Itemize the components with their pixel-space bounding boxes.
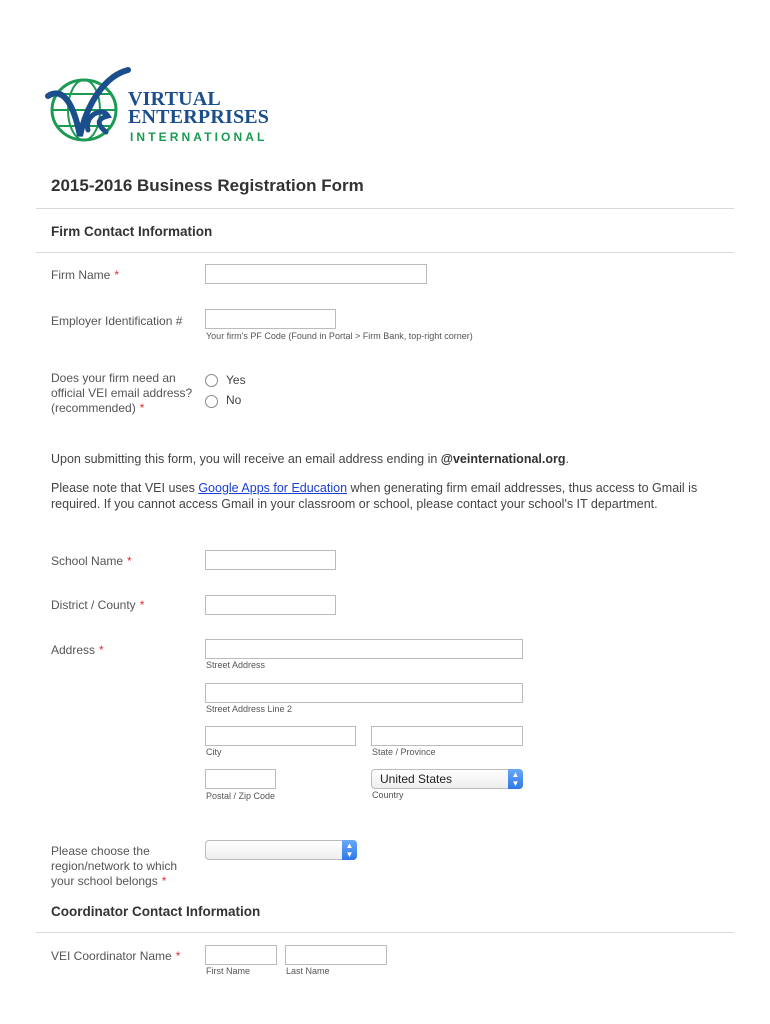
logo-line-virtual: VIRTUAL — [128, 88, 221, 110]
district-label — [51, 598, 144, 613]
ein-help-text: Your firm's PF Code (Found in Portal > Firm Bank, top-right corner) — [206, 331, 473, 341]
info-text: Please note that VEI uses — [51, 481, 199, 495]
coordinator-name-label — [51, 949, 180, 964]
region-label-line: region/network to which — [51, 859, 178, 873]
select-arrows-icon: ▲ ▼ — [342, 840, 357, 860]
select-arrows-icon: ▲ ▼ — [508, 769, 523, 789]
form-title: 2015-2016 Business Registration Form — [51, 176, 364, 195]
address-label-text: Address — [51, 643, 96, 657]
region-label-line: your school belongs — [51, 874, 158, 888]
ein-label: Employer Identification # — [51, 314, 183, 328]
state-sublabel: State / Province — [372, 747, 436, 757]
region-select[interactable] — [205, 840, 357, 860]
required-mark: * — [139, 598, 145, 612]
divider — [36, 932, 734, 933]
last-name-sublabel: Last Name — [286, 966, 330, 976]
globe-logo-icon — [44, 66, 134, 150]
radio-yes[interactable] — [205, 374, 218, 387]
firm-name-input[interactable] — [205, 264, 427, 284]
logo-line-international: INTERNATIONAL — [130, 130, 268, 144]
ein-input[interactable] — [205, 309, 336, 329]
radio-yes-label: Yes — [226, 373, 246, 387]
school-name-label — [51, 554, 132, 569]
section-title-firm: Firm Contact Information — [51, 224, 213, 239]
country-select-value: United States — [380, 772, 453, 786]
section-title-coordinator: Coordinator Contact Information — [51, 904, 261, 919]
firm-name-label-text: Firm Name — [51, 268, 111, 282]
logo-line-enterprises: ENTERPRISES — [128, 106, 270, 128]
coordinator-first-name-input[interactable] — [205, 945, 277, 965]
street-address-input[interactable] — [205, 639, 523, 659]
required-mark: * — [161, 874, 167, 888]
school-name-input[interactable] — [205, 550, 336, 570]
street-address-sublabel: Street Address — [206, 660, 266, 670]
email-need-label — [51, 371, 192, 416]
email-need-label-line: (recommended) — [51, 401, 136, 415]
zip-input[interactable] — [205, 769, 276, 789]
country-select[interactable] — [371, 769, 523, 789]
street-address-2-input[interactable] — [205, 683, 523, 703]
info-paragraph-2 — [51, 480, 731, 512]
first-name-sublabel: First Name — [206, 966, 251, 976]
district-label-text: District / County — [51, 598, 136, 612]
zip-sublabel: Postal / Zip Code — [206, 791, 276, 801]
required-mark: * — [127, 554, 132, 568]
school-name-label-text: School Name — [51, 554, 124, 568]
address-label — [51, 643, 104, 658]
radio-no[interactable] — [205, 395, 218, 408]
info-paragraph-1 — [51, 451, 731, 467]
required-mark: * — [139, 401, 145, 415]
city-sublabel: City — [206, 747, 222, 757]
required-mark: * — [99, 643, 104, 657]
country-sublabel: Country — [372, 790, 404, 800]
required-mark: * — [114, 268, 120, 282]
info-text: when generating firm email addresses, thus access to Gmail is required. If you cannot access Gmail in your classroom or school, please contact your school's IT department. — [51, 481, 698, 511]
divider — [36, 252, 734, 253]
email-need-label-line: Does your firm need an — [51, 371, 176, 385]
region-label-line: Please choose the — [51, 844, 150, 858]
coordinator-last-name-input[interactable] — [285, 945, 387, 965]
divider — [36, 208, 734, 209]
email-need-label-line: official VEI email address? — [51, 386, 193, 400]
info-text: . — [565, 452, 569, 466]
required-mark: * — [175, 949, 181, 963]
district-input[interactable] — [205, 595, 336, 615]
street-address-2-sublabel: Street Address Line 2 — [206, 704, 293, 714]
region-label — [51, 844, 177, 889]
state-input[interactable] — [371, 726, 523, 746]
info-text: Upon submitting this form, you will receive an email address ending in — [51, 452, 441, 466]
logo-wordmark — [128, 90, 269, 126]
city-input[interactable] — [205, 726, 356, 746]
google-apps-link[interactable]: Google Apps for Education — [198, 481, 348, 495]
email-domain-text: @veinternational.org — [440, 452, 566, 466]
radio-no-label: No — [226, 393, 242, 407]
firm-name-label — [51, 268, 119, 283]
coordinator-name-label-text: VEI Coordinator Name — [51, 949, 172, 963]
